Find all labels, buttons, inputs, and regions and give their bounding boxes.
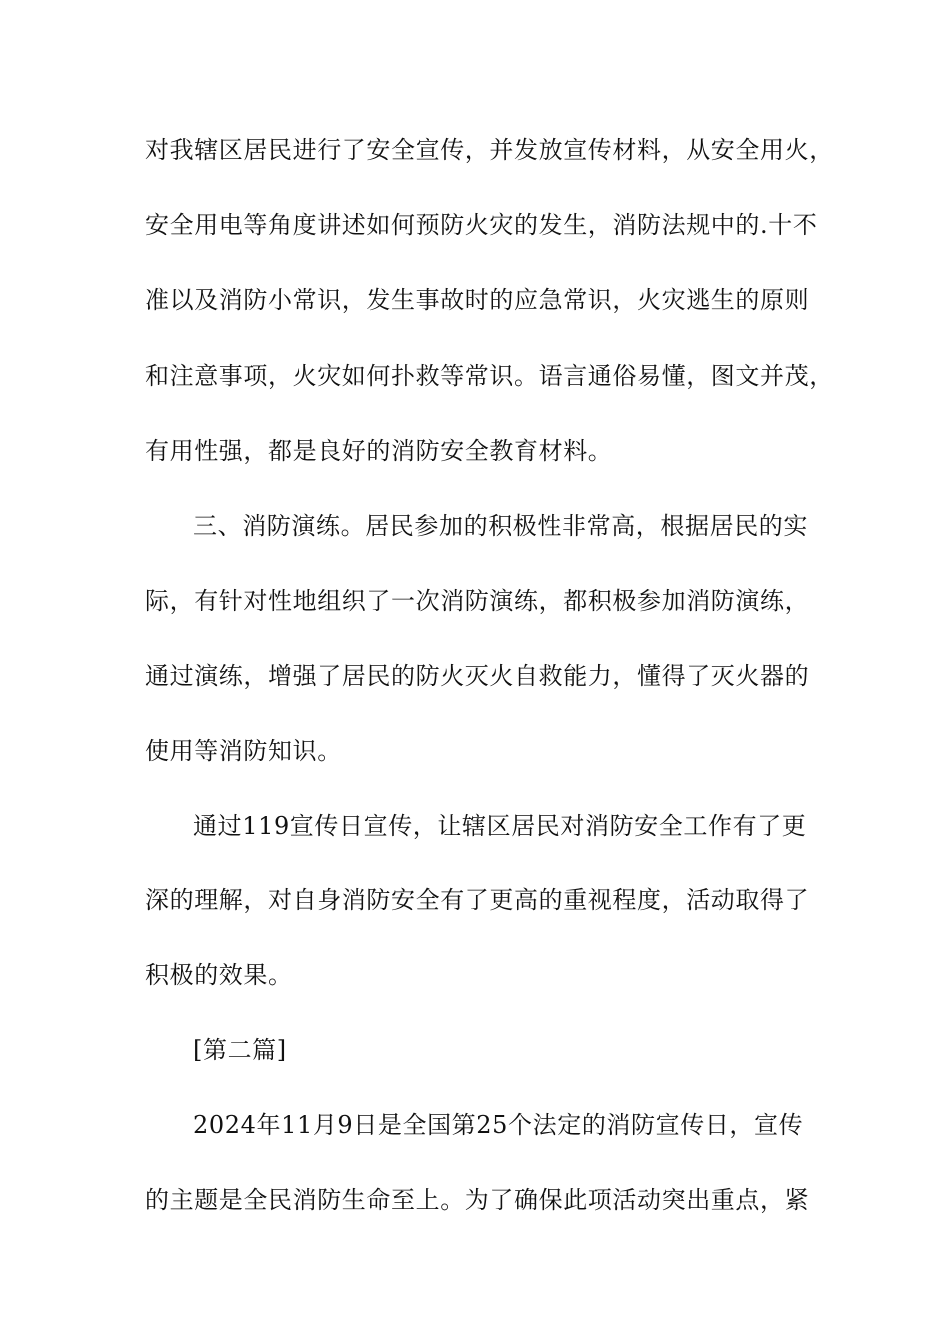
text-line: 使用等消防知识。 — [145, 737, 342, 765]
text-line: 对我辖区居民进行了安全宣传，并发放宣传材料，从安全用火， — [145, 136, 834, 164]
text-line: 有用性强，都是良好的消防安全教育材料。 — [145, 437, 613, 465]
paragraph-start-line: 通过119宣传日宣传，让辖区居民对消防安全工作有了更 — [193, 812, 807, 840]
text-line: 通过演练，增强了居民的防火灭火自救能力，懂得了灭火器的 — [145, 662, 810, 690]
text-line: 准以及消防小常识，发生事故时的应急常识，火灾逃生的原则 — [145, 286, 810, 314]
text-line: 和注意事项，火灾如何扑救等常识。语言通俗易懂，图文并茂， — [145, 362, 834, 390]
text-line: 的主题是全民消防生命至上。为了确保此项活动突出重点，紧 — [145, 1186, 810, 1214]
text-line: 深的理解，对自身消防安全有了更高的重视程度，活动取得了 — [145, 886, 810, 914]
paragraph-start-line: 2024年11月9日是全国第25个法定的消防宣传日，宣传 — [193, 1111, 804, 1139]
text-line: 积极的效果。 — [145, 961, 293, 989]
text-line: 安全用电等角度讲述如何预防火灾的发生，消防法规中的.十不 — [145, 211, 818, 239]
text-line: 际，有针对性地组织了一次消防演练，都积极参加消防演练， — [145, 587, 810, 615]
section-heading: [第二篇] — [193, 1036, 287, 1064]
paragraph-start-line: 三、消防演练。居民参加的积极性非常高，根据居民的实 — [193, 512, 808, 540]
